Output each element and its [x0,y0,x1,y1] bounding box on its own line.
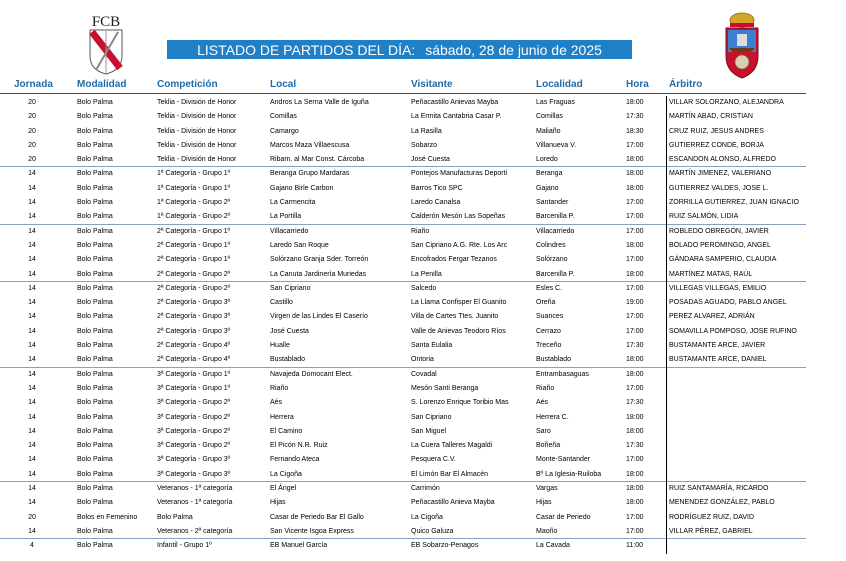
table-row [0,496,806,510]
cell-hora: 18:00 [626,413,644,421]
cell-competicion: Teklia - División de Honor [157,127,237,135]
cell-competicion: Teklia - División de Honor [157,141,237,149]
cell-visitante: Carrimón [411,485,440,493]
cell-local: Villacarriedo [270,227,309,235]
cell-competicion: 2ª Categoría - Grupo 1º [157,227,231,235]
cell-competicion: 2ª Categoría - Grupo 3º [157,313,231,321]
table-row [0,453,806,467]
cell-visitante: La Cigoña [411,513,443,521]
cell-localidad: Colindres [536,241,566,249]
cell-jornada: 14 [28,270,36,278]
cell-jornada: 14 [28,527,36,535]
col-localidad: Localidad [536,79,583,90]
fcb-logo-text: FCB [91,14,121,30]
cell-visitante: San Cipriano A.G. Rte. Los Arc [411,241,508,249]
table-row [0,511,806,525]
cell-localidad: Maoño [536,527,558,535]
cell-hora: 18:00 [626,499,644,507]
cell-modalidad: Bolo Palma [77,170,113,178]
cell-visitante: San Miguel [411,427,447,435]
cell-hora: 18:00 [626,170,644,178]
cell-hora: 17:00 [626,313,644,321]
cell-jornada: 14 [28,427,36,435]
cell-visitante: La Cuera Talleres Magaldi [411,442,493,450]
cell-local: El Ángel [270,485,297,493]
cell-localidad: Boñeña [536,442,561,450]
cell-local: Ribam. al Mar Const. Cárcoba [270,156,365,164]
cell-visitante: La Rasilla [411,127,442,135]
cell-hora: 19:00 [626,299,644,307]
cell-hora: 18:00 [626,356,644,364]
cell-hora: 17:00 [626,456,644,464]
cell-visitante: Riaño [411,227,430,235]
cell-modalidad: Bolo Palma [77,456,113,464]
cell-competicion: 1ª Categoría - Grupo 1º [157,170,231,178]
cell-competicion: 2ª Categoría - Grupo 4º [157,342,231,350]
cell-localidad: Monte-Santander [536,456,591,464]
cell-arbitro: ESCANDON ALONSO, ALFREDO [669,156,776,164]
col-local: Local [270,79,297,90]
cell-local: San Vicente Isgoa Express [270,527,354,535]
cell-localidad: Santander [536,199,569,207]
cell-modalidad: Bolo Palma [77,113,113,121]
cell-modalidad: Bolo Palma [77,527,113,535]
cell-localidad: Casar de Periedo [536,513,591,521]
cell-arbitro: GÁNDARA SAMPERIO, CLAUDIA [669,256,777,264]
cell-local: Solórzano Granja Sder. Torreón [270,256,369,264]
cell-arbitro: VILLEGAS VILLEGAS, EMILIO [669,284,767,292]
table-row [0,482,806,496]
cantabria-coat-of-arms [721,10,763,80]
cell-modalidad: Bolo Palma [77,413,113,421]
cell-modalidad: Bolo Palma [77,184,113,192]
cell-localidad: Gajano [536,184,559,192]
cell-arbitro: SOMAVILLA POMPOSO, JOSE RUFINO [669,327,797,335]
cell-hora: 17:30 [626,442,644,450]
cell-jornada: 14 [28,356,36,364]
table-row [0,167,806,181]
cell-competicion: Teklia - División de Honor [157,99,237,106]
cell-modalidad: Bolo Palma [77,284,113,292]
cell-competicion: Veteranos - 1ª categoría [157,485,233,493]
cell-jornada: 14 [28,241,36,249]
cell-local: Hijas [270,499,286,507]
cell-modalidad: Bolo Palma [77,499,113,507]
cell-competicion: Bolo Palma [157,513,193,521]
cell-local: Comillas [270,113,297,121]
cell-localidad: Saro [536,427,551,435]
cell-modalidad: Bolo Palma [77,213,113,221]
cell-competicion: 2ª Categoría - Grupo 3º [157,299,231,307]
cell-modalidad: Bolo Palma [77,99,113,106]
cell-local: EB Manuel García [270,542,328,550]
cell-hora: 17:00 [626,213,644,221]
cell-jornada: 14 [28,342,36,350]
table-row [0,425,806,439]
cell-local: Marcos Maza Villaescusa [270,141,350,149]
cell-localidad: Suances [536,313,564,321]
table-row [0,153,806,167]
cell-jornada: 14 [28,485,36,493]
cell-localidad: Treceño [536,342,562,350]
cell-visitante: Villa de Cartes Ttes. Juanito [411,313,499,321]
cell-modalidad: Bolo Palma [77,127,113,135]
cell-hora: 17:30 [626,399,644,407]
cell-competicion: 3ª Categoría - Grupo 2º [157,413,231,421]
cell-competicion: 3ª Categoría - Grupo 3º [157,456,231,464]
cell-modalidad: Bolo Palma [77,227,113,235]
table-row [0,310,806,324]
cell-local: Herrera [270,413,294,421]
cell-local: Riaño [270,384,289,392]
cell-competicion: 1ª Categoría - Grupo 2º [157,199,231,207]
cell-competicion: 1ª Categoría - Grupo 2º [157,213,231,221]
cell-modalidad: Bolo Palma [77,241,113,249]
cell-localidad: Cerrazo [536,327,561,335]
cell-local: Navajeda Domocant Elect. [270,370,353,378]
cell-arbitro: POSADAS AGUADO, PABLO ANGEL [669,299,787,307]
table-row [0,296,806,310]
cell-jornada: 20 [28,156,36,164]
cell-localidad: Herrera C. [536,413,569,421]
cell-local: Virgen de las Lindes El Caserío [270,313,368,321]
page-date: sábado, 28 de junio de 2025 [425,41,602,58]
referee-column-divider [666,96,667,554]
cell-jornada: 14 [28,370,36,378]
cell-local: Hualle [270,342,290,350]
cell-jornada: 14 [28,313,36,321]
table-row [0,539,806,553]
cell-localidad: Esles C. [536,284,563,292]
cell-hora: 11:00 [626,542,643,550]
table-row [0,339,806,353]
cell-competicion: 2ª Categoría - Grupo 2º [157,284,231,292]
cell-hora: 17:00 [626,327,644,335]
cell-jornada: 14 [28,327,36,335]
cell-localidad: Barcenilla P. [536,270,575,278]
cell-localidad: Comillas [536,113,563,121]
cell-localidad: Oreña [536,299,556,307]
table-row [0,196,806,210]
cell-arbitro: VILLAR PÉREZ, GABRIEL [669,527,753,535]
table-row [0,210,806,224]
title-banner [167,40,632,59]
cell-modalidad: Bolos en Femenino [77,513,138,521]
cell-local: La Canuta Jardinería Muriedas [270,270,367,278]
cell-visitante: Encofrados Fergar Tezanos [411,256,497,264]
cell-localidad: Bº La Iglesia-Ruiloba [536,470,602,478]
cell-jornada: 14 [28,284,36,292]
cell-competicion: 3ª Categoría - Grupo 3º [157,470,231,478]
cell-visitante: La Ermita Cantabria Casar P. [411,113,502,121]
cell-visitante: La Penilla [411,270,442,278]
cell-hora: 18:00 [626,427,644,435]
cell-modalidad: Bolo Palma [77,141,113,149]
cell-modalidad: Bolo Palma [77,384,113,392]
cell-hora: 18:00 [626,270,644,278]
cell-local: La Portilla [270,213,302,221]
cell-hora: 18:00 [626,485,644,493]
cell-modalidad: Bolo Palma [77,399,113,407]
table-row [0,353,806,367]
cell-competicion: 2ª Categoría - Grupo 2º [157,270,231,278]
cell-hora: 18:00 [626,370,644,378]
col-modalidad: Modalidad [77,79,127,90]
cell-modalidad: Bolo Palma [77,542,113,550]
cell-visitante: Laredo Canalsa [411,199,461,207]
page-title: LISTADO DE PARTIDOS DEL DÍA: [197,41,416,58]
cell-localidad: Barcenilla P. [536,213,575,221]
cell-modalidad: Bolo Palma [77,327,113,335]
cell-localidad: Bustablado [536,356,572,364]
cell-jornada: 20 [28,99,36,106]
cell-arbitro: MARTÍN JIMENEZ, VALERIANO [669,170,772,178]
cell-hora: 18:00 [626,241,644,249]
cell-modalidad: Bolo Palma [77,427,113,435]
cell-visitante: Peñacastillo Anieva Mayba [411,499,495,507]
cell-arbitro: ZORRILLA GUTIERREZ, JUAN IGNACIO [669,199,799,207]
cell-visitante: S. Lorenzo Enrique Toribio Mas [411,399,509,407]
cell-localidad: Aés [536,399,549,407]
cell-local: Castillo [270,299,293,307]
cell-arbitro: PEREZ ALVAREZ, ADRIÁN [669,313,755,321]
cell-competicion: 2ª Categoría - Grupo 3º [157,327,231,335]
cell-arbitro: MARTÍN ABAD, CRISTIAN [669,113,753,121]
cell-modalidad: Bolo Palma [77,313,113,321]
cell-local: La Carmencita [270,199,316,207]
cell-arbitro: BOLADO PEROMINGO, ANGEL [669,241,771,249]
table-row [0,125,806,139]
cell-visitante: Barros Tico SPC [411,184,463,192]
cell-jornada: 20 [28,127,36,135]
cell-jornada: 4 [30,542,34,550]
col-jornada: Jornada [14,79,53,90]
col-arbitro: Árbitro [669,79,703,90]
cell-local: Bustablado [270,356,306,364]
cell-competicion: 3ª Categoría - Grupo 1º [157,370,231,378]
cell-modalidad: Bolo Palma [77,442,113,450]
cell-visitante: EB Sobarzo-Penagos [411,542,479,550]
cell-localidad: Beranga [536,170,563,178]
cell-arbitro: ROBLEDO OBREGÓN, JAVIER [669,227,769,235]
cell-hora: 17:00 [626,384,644,392]
cell-hora: 17:30 [626,342,644,350]
table-row [0,525,806,539]
cell-local: Camargo [270,127,299,135]
table-row [0,268,806,282]
cell-local: El Picón N.R. Ruiz [270,442,328,450]
cell-visitante: Santa Eulalia [411,342,453,350]
cell-visitante: Salcedo [411,284,437,292]
cell-visitante: Quico Galuza [411,527,454,535]
cell-competicion: 2ª Categoría - Grupo 1º [157,241,231,249]
cell-local: Casar de Periedo Bar El Gallo [270,513,364,521]
cell-jornada: 14 [28,184,36,192]
cell-modalidad: Bolo Palma [77,256,113,264]
cell-local: La Cigoña [270,470,302,478]
cell-arbitro: BUSTAMANTE ARCE, JAVIER [669,342,766,350]
cell-competicion: Teklia - División de Honor [157,156,237,164]
cell-jornada: 14 [28,399,36,407]
cell-competicion: 3ª Categoría - Grupo 1º [157,384,231,392]
cell-hora: 18:00 [626,156,644,164]
cell-competicion: Veteranos - 1ª categoría [157,499,233,507]
cell-hora: 18:30 [626,127,644,135]
cell-arbitro: RODRÍGUEZ RUIZ, DAVID [669,513,755,521]
cell-hora: 18:00 [626,184,644,192]
cell-arbitro: RUIZ SANTAMARÍA, RICARDO [669,485,769,493]
cell-jornada: 14 [28,170,36,178]
cell-visitante: San Cipriano [411,413,452,421]
cell-arbitro: MARTÍNEZ MATAS, RAÚL [669,270,753,278]
cell-hora: 17:30 [626,113,644,121]
cell-arbitro: VILLAR SOLORZANO, ALEJANDRA [669,99,784,106]
cell-hora: 17:00 [626,513,644,521]
table-row [0,253,806,267]
cell-modalidad: Bolo Palma [77,299,113,307]
cell-modalidad: Bolo Palma [77,356,113,364]
cell-visitante: Mesón Santi Beranga [411,384,479,392]
cell-localidad: Maliaño [536,127,561,135]
cell-jornada: 14 [28,384,36,392]
cell-modalidad: Bolo Palma [77,485,113,493]
cell-jornada: 14 [28,413,36,421]
table-row [0,439,806,453]
cell-jornada: 20 [28,513,36,521]
cell-jornada: 14 [28,499,36,507]
cell-hora: 17:00 [626,141,644,149]
col-visitante: Visitante [411,79,453,90]
table-row [0,382,806,396]
cell-localidad: Villacarriedo [536,227,575,235]
cell-jornada: 14 [28,299,36,307]
cell-arbitro: MENENDEZ GONZÁLEZ, PABLO [669,499,775,507]
cell-localidad: Riaño [536,384,555,392]
cell-hora: 18:00 [626,99,644,106]
cell-localidad: Villanueva V. [536,141,577,149]
cell-competicion: 2ª Categoría - Grupo 4º [157,356,231,364]
cell-jornada: 14 [28,227,36,235]
table-row [0,225,806,239]
cell-modalidad: Bolo Palma [77,370,113,378]
cell-local: Fernando Ateca [270,456,320,464]
cell-localidad: Entrambasaguas [536,370,589,378]
cell-local: El Camino [270,427,303,435]
cell-local: Laredo San Roque [270,241,329,249]
cell-visitante: José Cuesta [411,156,450,164]
cell-visitante: El Limón Bar El Almacén [411,470,489,478]
col-hora: Hora [626,79,649,90]
cell-hora: 17:00 [626,256,644,264]
cell-hora: 18:00 [626,470,644,478]
table-header [0,78,806,94]
cell-jornada: 14 [28,213,36,221]
table-row [0,368,806,382]
table-row [0,139,806,153]
cell-arbitro: GUTIERREZ CONDE, BORJA [669,141,764,149]
cell-competicion: Teklia - División de Honor [157,113,237,121]
cell-competicion: Veteranos - 2ª categoría [157,527,233,535]
cell-jornada: 14 [28,442,36,450]
cell-visitante: Pesquera C.V. [411,456,456,464]
cell-visitante: Sobarzo [411,141,438,149]
matches-table [0,96,806,554]
cell-jornada: 14 [28,199,36,207]
cell-local: San Cipriano [270,284,311,292]
col-competicion: Competición [157,79,218,90]
cell-localidad: Solórzano [536,256,568,264]
cell-local: Andros La Serna Valle de Iguña [270,99,369,106]
table-row [0,468,806,482]
cell-modalidad: Bolo Palma [77,199,113,207]
cell-localidad: La Cavada [536,542,570,550]
table-row [0,182,806,196]
cell-local: Beranga Grupo Mardaras [270,170,350,178]
cell-jornada: 20 [28,113,36,121]
cell-visitante: Peñacastillo Anievas Mayba [411,99,499,106]
cell-localidad: Hijas [536,499,552,507]
cell-competicion: 2ª Categoría - Grupo 1º [157,256,231,264]
cell-local: José Cuesta [270,327,309,335]
cell-hora: 17:00 [626,527,644,535]
table-row [0,411,806,425]
cell-competicion: 3ª Categoría - Grupo 2º [157,442,231,450]
cell-arbitro: BUSTAMANTE ARCE, DANIEL [669,356,767,364]
cell-arbitro: GUTIERREZ VALDES, JOSE L. [669,184,769,192]
cell-visitante: Covadal [411,370,437,378]
cell-jornada: 14 [28,470,36,478]
table-row [0,110,806,124]
cell-hora: 17:00 [626,227,644,235]
cell-local: Gajano Birle Carbon [270,184,334,192]
cell-competicion: 3ª Categoría - Grupo 2º [157,427,231,435]
cell-modalidad: Bolo Palma [77,470,113,478]
cell-jornada: 20 [28,141,36,149]
table-row [0,96,806,110]
cell-arbitro: CRUZ RUIZ, JESUS ANDRES [669,127,764,135]
table-row [0,396,806,410]
cell-visitante: La Llama Confisper El Guanito [411,299,507,307]
cell-hora: 17:00 [626,284,644,292]
cell-localidad: Vargas [536,485,558,493]
cell-modalidad: Bolo Palma [77,342,113,350]
table-row [0,239,806,253]
fcb-logo [84,12,128,78]
cell-visitante: Calderón Mesón Las Sopeñas [411,213,506,221]
cell-competicion: Infantil - Grupo 1º [157,542,212,550]
cell-jornada: 14 [28,456,36,464]
cell-localidad: Las Fraguas [536,99,575,106]
cell-competicion: 1ª Categoría - Grupo 1º [157,184,231,192]
cell-modalidad: Bolo Palma [77,270,113,278]
cell-visitante: Ontoria [411,356,434,364]
table-row [0,282,806,296]
cell-competicion: 3ª Categoría - Grupo 2º [157,399,231,407]
cell-hora: 17:00 [626,199,644,207]
cell-localidad: Loredo [536,156,558,164]
cell-jornada: 14 [28,256,36,264]
cell-local: Aés [270,399,283,407]
table-row [0,325,806,339]
cell-modalidad: Bolo Palma [77,156,113,164]
cell-arbitro: RUIZ SALMÓN, LIDIA [669,213,739,221]
cell-visitante: Valle de Anievas Teodoro Ríos [411,327,506,335]
cell-visitante: Pontejos Manufacturas Deporti [411,170,508,178]
